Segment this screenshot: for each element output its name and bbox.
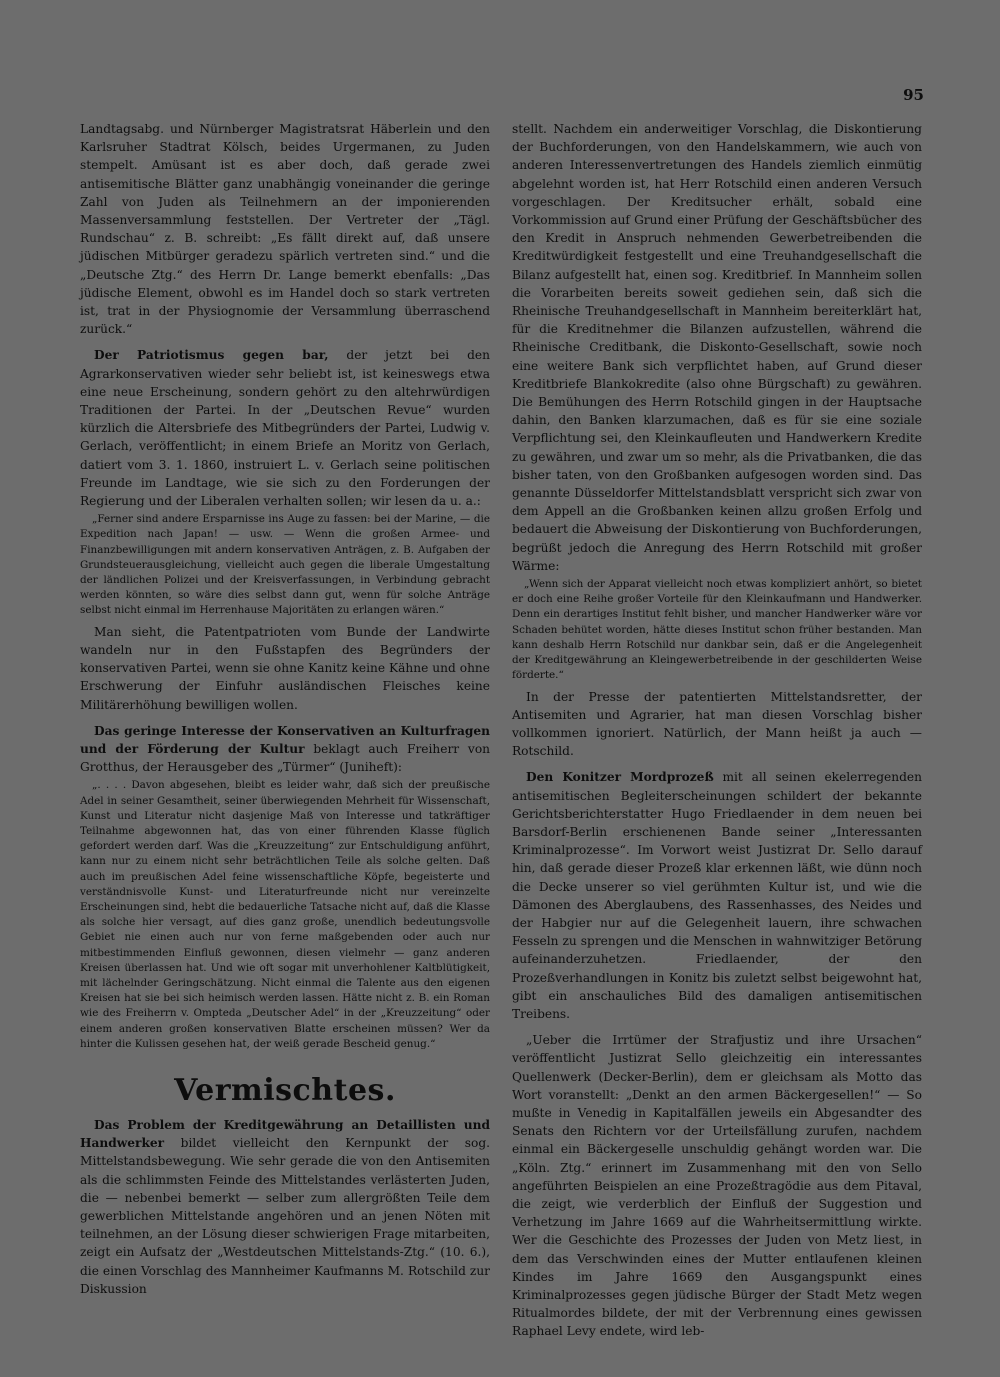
left-column	[80, 120, 490, 1298]
paragraph: Landtagsabg. und Nürnberger Magistratsrat Häberlein und den Karlsruher Stadtrat Kölsch, beides Urgermanen, zu Juden stempelt. Amüsant ist es aber doch, daß gerade zwei antisemitische Blätter ganz unabhängig voneinander die geringe Zahl von Juden als Teilnehmern an der imponierenden Massenversammlung feststellen. Der Vertreter der „Tägl. Rundschau“ z. B. schreibt: „Es fällt direkt auf, daß unsere jüdischen Mitbürger geradezu spärlich vertreten sind.“ und die „Deutsche Ztg.“ des Herrn Dr. Lange bemerkt ebenfalls: „Das jüdische Element, obwohl es im Handel doch so stark vertreten ist, trat in der Physiognomie der Versammlung überraschend zurück.“	[80, 122, 490, 337]
paragraph-lead: Den Konitzer Mordprozeß	[526, 770, 714, 785]
paragraph: Man sieht, die Patentpatrioten vom Bunde der Landwirte wandeln nur in den Fußstapfen des Begründers der konservativen Partei, wenn sie ohne Kanitz keine Kähne und ohne Erschwerung der Einfuhr ausländischen Fleisches keine Militärerhöhung bewilligen wollen.	[80, 624, 490, 712]
paragraph-lead: Das Problem der Kreditgewährung an Detaillisten und Handwerker	[80, 1117, 490, 1151]
paragraph-body: mit all seinen ekelerregenden antisemitischen Begleiterscheinungen schildert der bekannte Gerichtsberichterstatter Hugo Friedlaender in dem neuen bei Barsdorf-Berlin erschienenen Bande seiner „Interessanten Kriminalprozesse“. Im Vorwort weist Justizrat Dr. Sello darauf hin, daß gerade dieser Prozeß klar erkennen läßt, wie dünn noch die Decke unserer so viel gerühmten Kultur ist, und wie die Dämonen des Aberglaubens, des Rassenhasses, des Neides und der Habgier nur auf die Gelegenheit lauern, ihre schwachen Fesseln zu sprengen und die Menschen in wahnwitziger Betörung aufeinanderzuhetzen. Friedlaender, der den Prozeßverhandlungen in Konitz bis zuletzt selbst beigewohnt hat, gibt ein anschauliches Bild des damaligen antisemitischen Treibens.	[512, 770, 922, 1021]
section-title: Vermischtes.	[174, 1072, 396, 1108]
block-quote: „. . . . Davon abgesehen, bleibt es leider wahr, daß sich der preußische Adel in seiner Gesamtheit, seiner überwiegenden Mehrheit für Wissenschaft, Kunst und Literatur nicht dasjenige Maß von Interesse und tatkräftiger Teilnahme abgewonnen hat, das von einer führenden Klasse füglich gefordert werden darf. Was die „Kreuzzeitung“ zur Entschuldigung anführt, kann nur zu einem nicht sehr beträchtlichen Teile als solche gelten. Daß auch im preußischen Adel feine wissenschaftliche Köpfe, begeisterte und verständnisvolle Kunst- und Literaturfreunde nicht nur vereinzelte Erscheinungen sind, hebt die bedauerliche Tatsache nicht auf, daß die Klasse als solche hier versagt, auf dies ganz große, unendlich bedeutungsvolle Gebiet nie einen auch nur von ferne maßgebenden oder auch nur mitbestimmenden Einfluß gewonnen, diesen vielmehr — ganz anderen Kreisen überlassen hat. Und wie oft sogar mit unverhohlener Kaltblütigkeit, mit lächelnder Geringschätzung. Nicht einmal die Talente aus den eigenen Kreisen hat sie bei sich heimisch werden lassen. Hätte nicht z. B. ein Roman wie des Freiherrn v. Ompteda „Deutscher Adel“ in der „Kreuzzeitung“ oder einem anderen großen konservativen Blatte erscheinen müssen? Wer da hinter die Kulissen gesehen hat, der weiß gerade Bescheid genug.“	[80, 779, 490, 1050]
right-column	[512, 120, 922, 1341]
block-quote: „Ferner sind andere Ersparnisse ins Auge zu fassen: bei der Marine, — die Expedition nach Japan! — usw. — Wenn die großen Armee- und Finanzbewilligungen mit andern konservativen Anträgen, z. B. Aufgaben der Grundsteuerausgleichung, vielleicht auch gegen die liberale Umgestaltung der ländlichen Polizei und der Kreisverfassungen, in Verbindung gebracht werden könnten, so wäre dies selbst dann gut, wenn für solche Anträge selbst nicht einmal im Herrenhause Majoritäten zu erlangen wären.“	[80, 513, 490, 617]
paragraph	[80, 722, 490, 777]
paragraph-lead: Das geringe Interesse der Konservativen an Kulturfragen und der Förderung der Kultur	[80, 723, 490, 756]
paragraph	[80, 346, 490, 510]
page-number: 95	[903, 86, 924, 104]
paragraph-body: der jetzt bei den Agrarkonservativen wieder sehr beliebt ist, ist keineswegs etwa eine neue Erscheinung, sondern gehört zu den altehrwürdigen Traditionen der Partei. In der „Deutschen Revue“ wurden kürzlich die Altersbriefe des Mitbegründers der Partei, Ludwig v. Gerlach, veröffentlicht; in einem Briefe an Moritz von Gerlach, datiert vom 3. 1. 1860, instruiert L. v. Gerlach seine politischen Freunde im Landtage, wie sie sich zu den Forderungen der Regierung und der Liberalen verhalten sollen; wir lesen da u. a.:	[80, 348, 490, 509]
paragraph-body: beklagt auch Freiherr von Grotthus, der Herausgeber des „Türmer“ (Juniheft):	[80, 741, 491, 775]
paragraph-lead: Der Patriotismus gegen bar,	[94, 348, 329, 363]
paragraph	[80, 1116, 490, 1298]
paragraph: stellt. Nachdem ein anderweitiger Vorschlag, die Diskontierung der Buchforderungen, von den Handelskammern, wie auch von anderen Interessenvertretungen des Handels ziemlich einmütig abgelehnt worden ist, hat Herr Rotschild einen anderen Versuch vorgeschlagen. Der Kreditsucher erhält, sobald eine Vorkommission auf Grund einer Prüfung der Geschäftsbücher des den Kredit in Anspruch nehmenden Gewerbetreibenden die Kreditwürdigkeit festgestellt und eine Treuhandgesellschaft die Bilanz aufgestellt hat, einen sog. Kreditbrief. In Mannheim sollen die Vorarbeiten bereits soweit gediehen sein, daß sich die Rheinische Treuhandgesellschaft in Mannheim bereiterklärt hat, für die Kreditnehmer die Bilanzen aufzustellen, während die Rheinische Creditbank, die Diskonto-Gesellschaft, sowie noch eine weitere Bank sich verpflichtet haben, auf Grund dieser Kreditbriefe Blankokredite (also ohne Bürgschaft) zu gewähren. Die Bemühungen des Herrn Rotschild gingen in der Hauptsache dahin, den Banken klarzumachen, daß es für sie eine soziale Verpflichtung sei, den Kleinkaufleuten und Handwerkern Kredite zu gewähren, und zwar um so mehr, als die Privatbanken, die das bisher taten, von den Großbanken aufgesogen worden sind. Das genannte Düsseldorfer Mittelstandsblatt verspricht sich zwar von dem Appell an die Großbanken keinen allzu großen Erfolg und bedauert die Abweisung der Diskontierung von Buchforderungen, begrüßt jedoch die Anregung des Herrn Rotschild mit großer Wärme:	[512, 122, 922, 573]
paragraph: In der Presse der patentierten Mittelstandsretter, der Antisemiten und Agrarier, hat man diesen Vorschlag bisher vollkommen ignoriert. Natürlich, der Mann heißt ja auch — Rotschild.	[512, 689, 922, 759]
paragraph-body: bildet vielleicht den Kernpunkt der sog. Mittelstandsbewegung. Wie sehr gerade die von den Antisemiten als die schlimmsten Feinde des Mittelstandes verlästerten Juden, die — nebenbei bemerkt — selber zum allergrößten Teile dem gewerblichen Mittelstande angehören und an jenen Nöten mit teilnehmen, an der Lösung dieser schwierigen Frage mitarbeiten, zeigt ein Aufsatz der „Westdeutschen Mittelstands-Ztg.“ (10. 6.), die einen Vorschlag des Mannheimer Kaufmanns M. Rotschild zur Diskussion	[80, 1136, 490, 1296]
block-quote: „Wenn sich der Apparat vielleicht noch etwas kompliziert anhört, so bietet er doch eine Reihe großer Vorteile für den Kleinkaufmann und Handwerker. Denn ein derartiges Institut fehlt bisher, und mancher Handwerker wäre vor Schaden behütet worden, hätte dieses Institut schon früher bestanden. Man kann deshalb Herrn Rotschild nur dankbar sein, daß er die Angelegenheit der Kreditgewährung an Kleingewerbetreibende in der geschilderten Weise förderte.“	[512, 578, 922, 682]
paragraph: „Ueber die Irrtümer der Strafjustiz und ihre Ursachen“ veröffentlicht Justizrat Sello gleichzeitig ein interessantes Quellenwerk (Decker-Berlin), dem er gleichsam als Motto das Wort voranstellt: „Denkt an den armen Bäckergesellen!“ — So mußte in Venedig in Kapitalfällen jeweils ein Abgesandter des Senats den Richtern vor der Urteilsfällung zurufen, nachdem einmal ein Bäckergeselle unschuldig gehängt worden war. Die „Köln. Ztg.“ erinnert im Zusammenhang mit den von Sello angeführten Beispielen an eine Prozeßtragödie aus dem Pitaval, die zeigt, wie verderblich der Einfluß der Suggestion und Verhetzung im Jahre 1669 auf die Wahrheitsermittlung wirkte. Wer die Geschichte des Prozesses der Juden von Metz liest, in dem das Verschwinden eines der Mutter entlaufenen kleinen Kindes im Jahre 1669 den Ausgangspunkt eines Kriminalprozesses gegen jüdische Bürger der Stadt Metz wegen Ritualmordes bildete, der mit der Verbrennung eines gewissen Raphael Levy endete, wird leb-	[512, 1033, 922, 1339]
paragraph	[512, 768, 922, 1023]
